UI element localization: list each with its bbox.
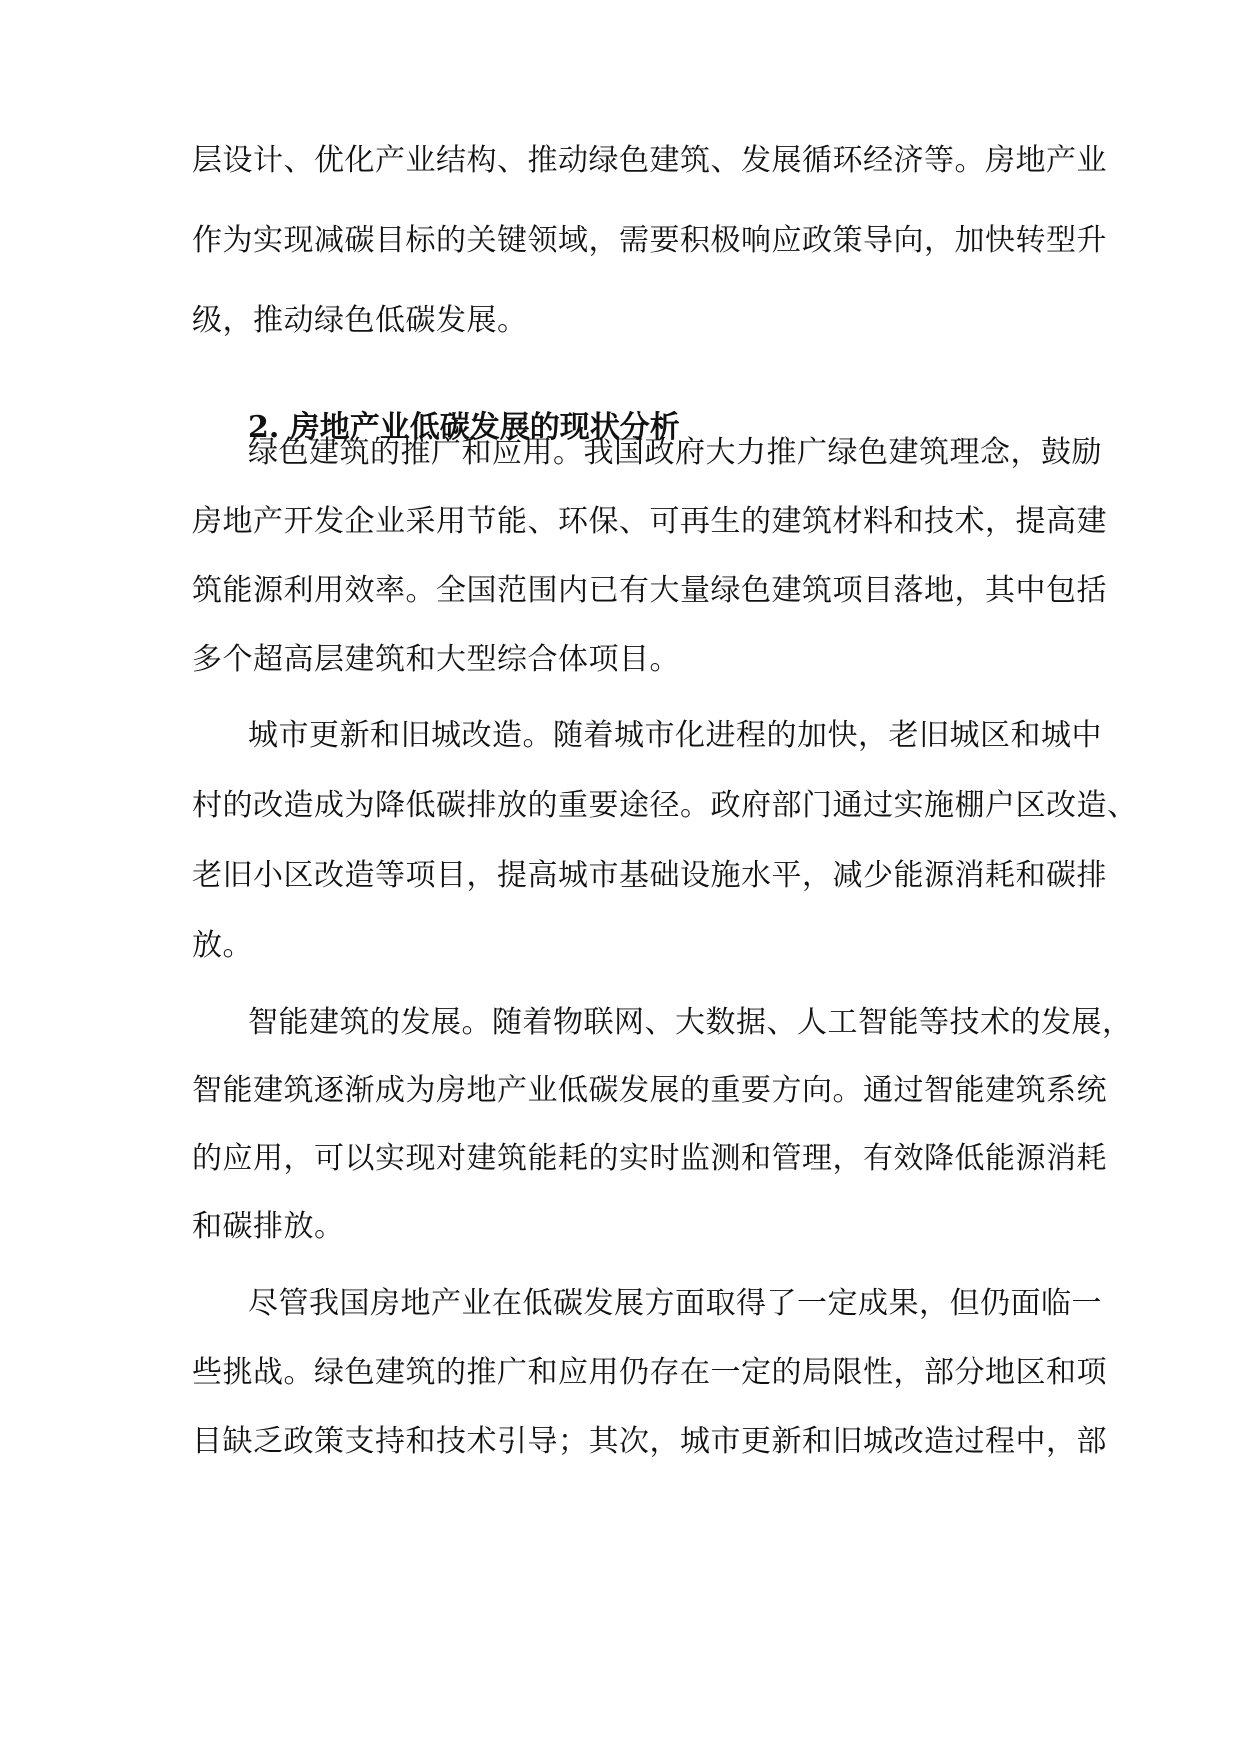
paragraph-line: 智能建筑逐渐成为房地产业低碳发展的重要方向。通过智能建筑系统: [192, 1073, 1107, 1108]
intro-line-1: 层设计、优化产业结构、推动绿色建筑、发展循环经济等。房地产业: [192, 143, 1107, 178]
paragraph-line: 智能建筑的发展。随着物联网、大数据、人工智能等技术的发展，: [248, 1005, 1133, 1040]
paragraph-line: 村的改造成为降低碳排放的重要途径。政府部门通过实施棚户区改造、: [192, 788, 1138, 823]
paragraph-line: 多个超高层建筑和大型综合体项目。: [192, 642, 680, 677]
paragraph-line: 和碳排放。: [192, 1209, 345, 1244]
intro-line-2: 作为实现减碳目标的关键领域，需要积极响应政策导向，加快转型升: [192, 223, 1107, 258]
section-heading: 2. 房地产业低碳发展的现状分析: [248, 410, 680, 445]
paragraph-line: 些挑战。绿色建筑的推广和应用仍存在一定的局限性，部分地区和项: [192, 1355, 1107, 1390]
paragraph-line: 目缺乏政策支持和技术引导；其次，城市更新和旧城改造过程中，部: [192, 1424, 1107, 1459]
paragraph-line: 绿色建筑的推广和应用。我国政府大力推广绿色建筑理念，鼓励: [248, 435, 1102, 470]
paragraph-line: 尽管我国房地产业在低碳发展方面取得了一定成果，但仍面临一: [248, 1286, 1102, 1321]
paragraph-line: 房地产开发企业采用节能、环保、可再生的建筑材料和技术，提高建: [192, 504, 1107, 539]
paragraph-line: 的应用，可以实现对建筑能耗的实时监测和管理，有效降低能源消耗: [192, 1141, 1107, 1176]
paragraph-line: 筑能源利用效率。全国范围内已有大量绿色建筑项目落地，其中包括: [192, 573, 1107, 608]
paragraph-line: 老旧小区改造等项目，提高城市基础设施水平，减少能源消耗和碳排: [192, 858, 1107, 893]
paragraph-line: 放。: [192, 928, 253, 963]
intro-line-3: 级，推动绿色低碳发展。: [192, 303, 528, 338]
paragraph-line: 城市更新和旧城改造。随着城市化进程的加快，老旧城区和城中: [248, 718, 1102, 753]
